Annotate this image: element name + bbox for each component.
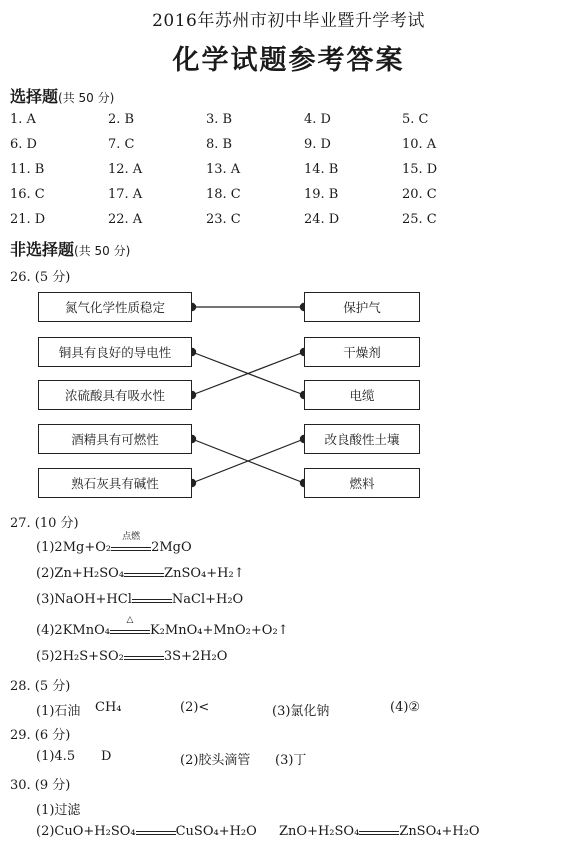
q27-eq4-lhs: 2KMnO₄	[54, 623, 110, 638]
q28-label: 28. (5 分)	[10, 679, 71, 694]
choice-answer: 10. A	[402, 137, 437, 152]
q27-eq5-num: (5)	[36, 649, 55, 664]
q30-a2-lhs: (2)CuO+H₂SO₄	[36, 824, 136, 839]
q29-a3: (3)丁	[275, 753, 307, 768]
q26-left-box: 铜具有良好的导电性	[38, 337, 192, 367]
q26-left-box: 浓硫酸具有吸水性	[38, 380, 192, 410]
q30-a2b-lhs: ZnO+H₂SO₄	[279, 824, 360, 839]
q27-eq4-num: (4)	[36, 623, 55, 638]
nonchoice-points: (共 50 分)	[74, 244, 131, 258]
choice-answer: 12. A	[108, 162, 143, 177]
q26-left-box: 熟石灰具有碱性	[38, 468, 192, 498]
q30-a2-rhs: CuSO₄+H₂O	[175, 824, 257, 839]
choice-answer: 2. B	[108, 112, 135, 127]
choice-answer: 20. C	[402, 187, 437, 202]
q26-right-box: 燃料	[304, 468, 420, 498]
q27-eq2	[36, 566, 245, 581]
q27-eq4	[36, 615, 289, 638]
q26-left-box: 氮气化学性质稳定	[38, 292, 192, 322]
choice-answer: 6. D	[10, 137, 37, 152]
choice-answer: 5. C	[402, 112, 429, 127]
q30-a2	[36, 824, 257, 839]
choice-answer: 24. D	[304, 212, 340, 227]
q27-eq2-num: (2)	[36, 566, 55, 581]
exam-title: 2016年苏州市初中毕业暨升学考试	[152, 11, 425, 31]
choice-answer: 22. A	[108, 212, 143, 227]
q26-right-box: 电缆	[304, 380, 420, 410]
q26-right-box: 保护气	[304, 292, 420, 322]
q27-label: 27. (10 分)	[10, 516, 79, 531]
q29-a1b: D	[101, 749, 112, 764]
q30-a2b-rhs: ZnSO₄+H₂O	[399, 824, 480, 839]
nonchoice-heading-text: 非选择题	[10, 240, 75, 259]
choice-answer: 16. C	[10, 187, 45, 202]
q26-left-box: 酒精具有可燃性	[38, 424, 192, 454]
q27-eq3-rhs: NaCl+H₂O	[171, 592, 244, 607]
q26-right-box: 改良酸性土壤	[304, 424, 420, 454]
choice-answer: 13. A	[206, 162, 241, 177]
choice-answer: 18. C	[206, 187, 241, 202]
q26-right-box: 干燥剂	[304, 337, 420, 367]
q28-a3: (3)氯化钠	[272, 704, 330, 719]
choice-answer: 11. B	[10, 162, 45, 177]
choice-answer: 8. B	[206, 137, 233, 152]
q27-eq1-num: (1)	[36, 540, 55, 555]
condition-ignite: 点燃	[122, 532, 141, 542]
choice-answer: 14. B	[304, 162, 339, 177]
q27-eq5-lhs: 2H₂S+SO₂	[54, 649, 124, 664]
choice-answer: 19. B	[304, 187, 339, 202]
q27-eq5-rhs: 3S+2H₂O	[163, 649, 228, 664]
q27-eq2-lhs: Zn+H₂SO₄	[54, 566, 125, 581]
q28-a1: (1)石油	[36, 704, 81, 719]
q27-eq4-rhs: K₂MnO₄+MnO₂+O₂↑	[149, 623, 289, 638]
q26-label: 26. (5 分)	[10, 270, 71, 285]
q30-label: 30. (9 分)	[10, 778, 71, 793]
choice-heading-text: 选择题	[10, 87, 59, 106]
q29-label: 29. (6 分)	[10, 728, 71, 743]
q27-eq1-rhs: 2MgO	[151, 540, 192, 555]
choice-answer: 15. D	[402, 162, 438, 177]
choice-points: (共 50 分)	[58, 91, 115, 105]
q27-eq3-lhs: NaOH+HCl	[54, 592, 132, 607]
choice-answer: 25. C	[402, 212, 437, 227]
q29-a2: (2)胶头滴管	[180, 753, 251, 768]
q27-eq1-lhs: 2Mg+O₂	[54, 540, 112, 555]
q28-a1b: CH₄	[95, 700, 122, 715]
choice-answer: 23. C	[206, 212, 241, 227]
q27-eq3	[36, 592, 243, 607]
q27-eq5	[36, 649, 227, 664]
q30-a2b	[279, 824, 480, 839]
choice-answer: 9. D	[304, 137, 331, 152]
choice-answer: 17. A	[108, 187, 143, 202]
q27-eq1	[36, 532, 192, 555]
q28-a2: (2)<	[180, 700, 210, 715]
choice-answer: 4. D	[304, 112, 331, 127]
q30-a1: (1)过滤	[36, 803, 81, 818]
q28-a4: (4)②	[390, 700, 421, 715]
choice-answer: 21. D	[10, 212, 46, 227]
condition-heat: △	[126, 615, 134, 625]
page-title: 化学试题参考答案	[172, 45, 405, 76]
choice-answer: 1. A	[10, 112, 36, 127]
q29-a1: (1)4.5	[36, 749, 76, 764]
choice-answer: 7. C	[108, 137, 135, 152]
choice-answer: 3. B	[206, 112, 233, 127]
q27-eq2-rhs: ZnSO₄+H₂↑	[164, 566, 245, 581]
q27-eq3-num: (3)	[36, 592, 55, 607]
